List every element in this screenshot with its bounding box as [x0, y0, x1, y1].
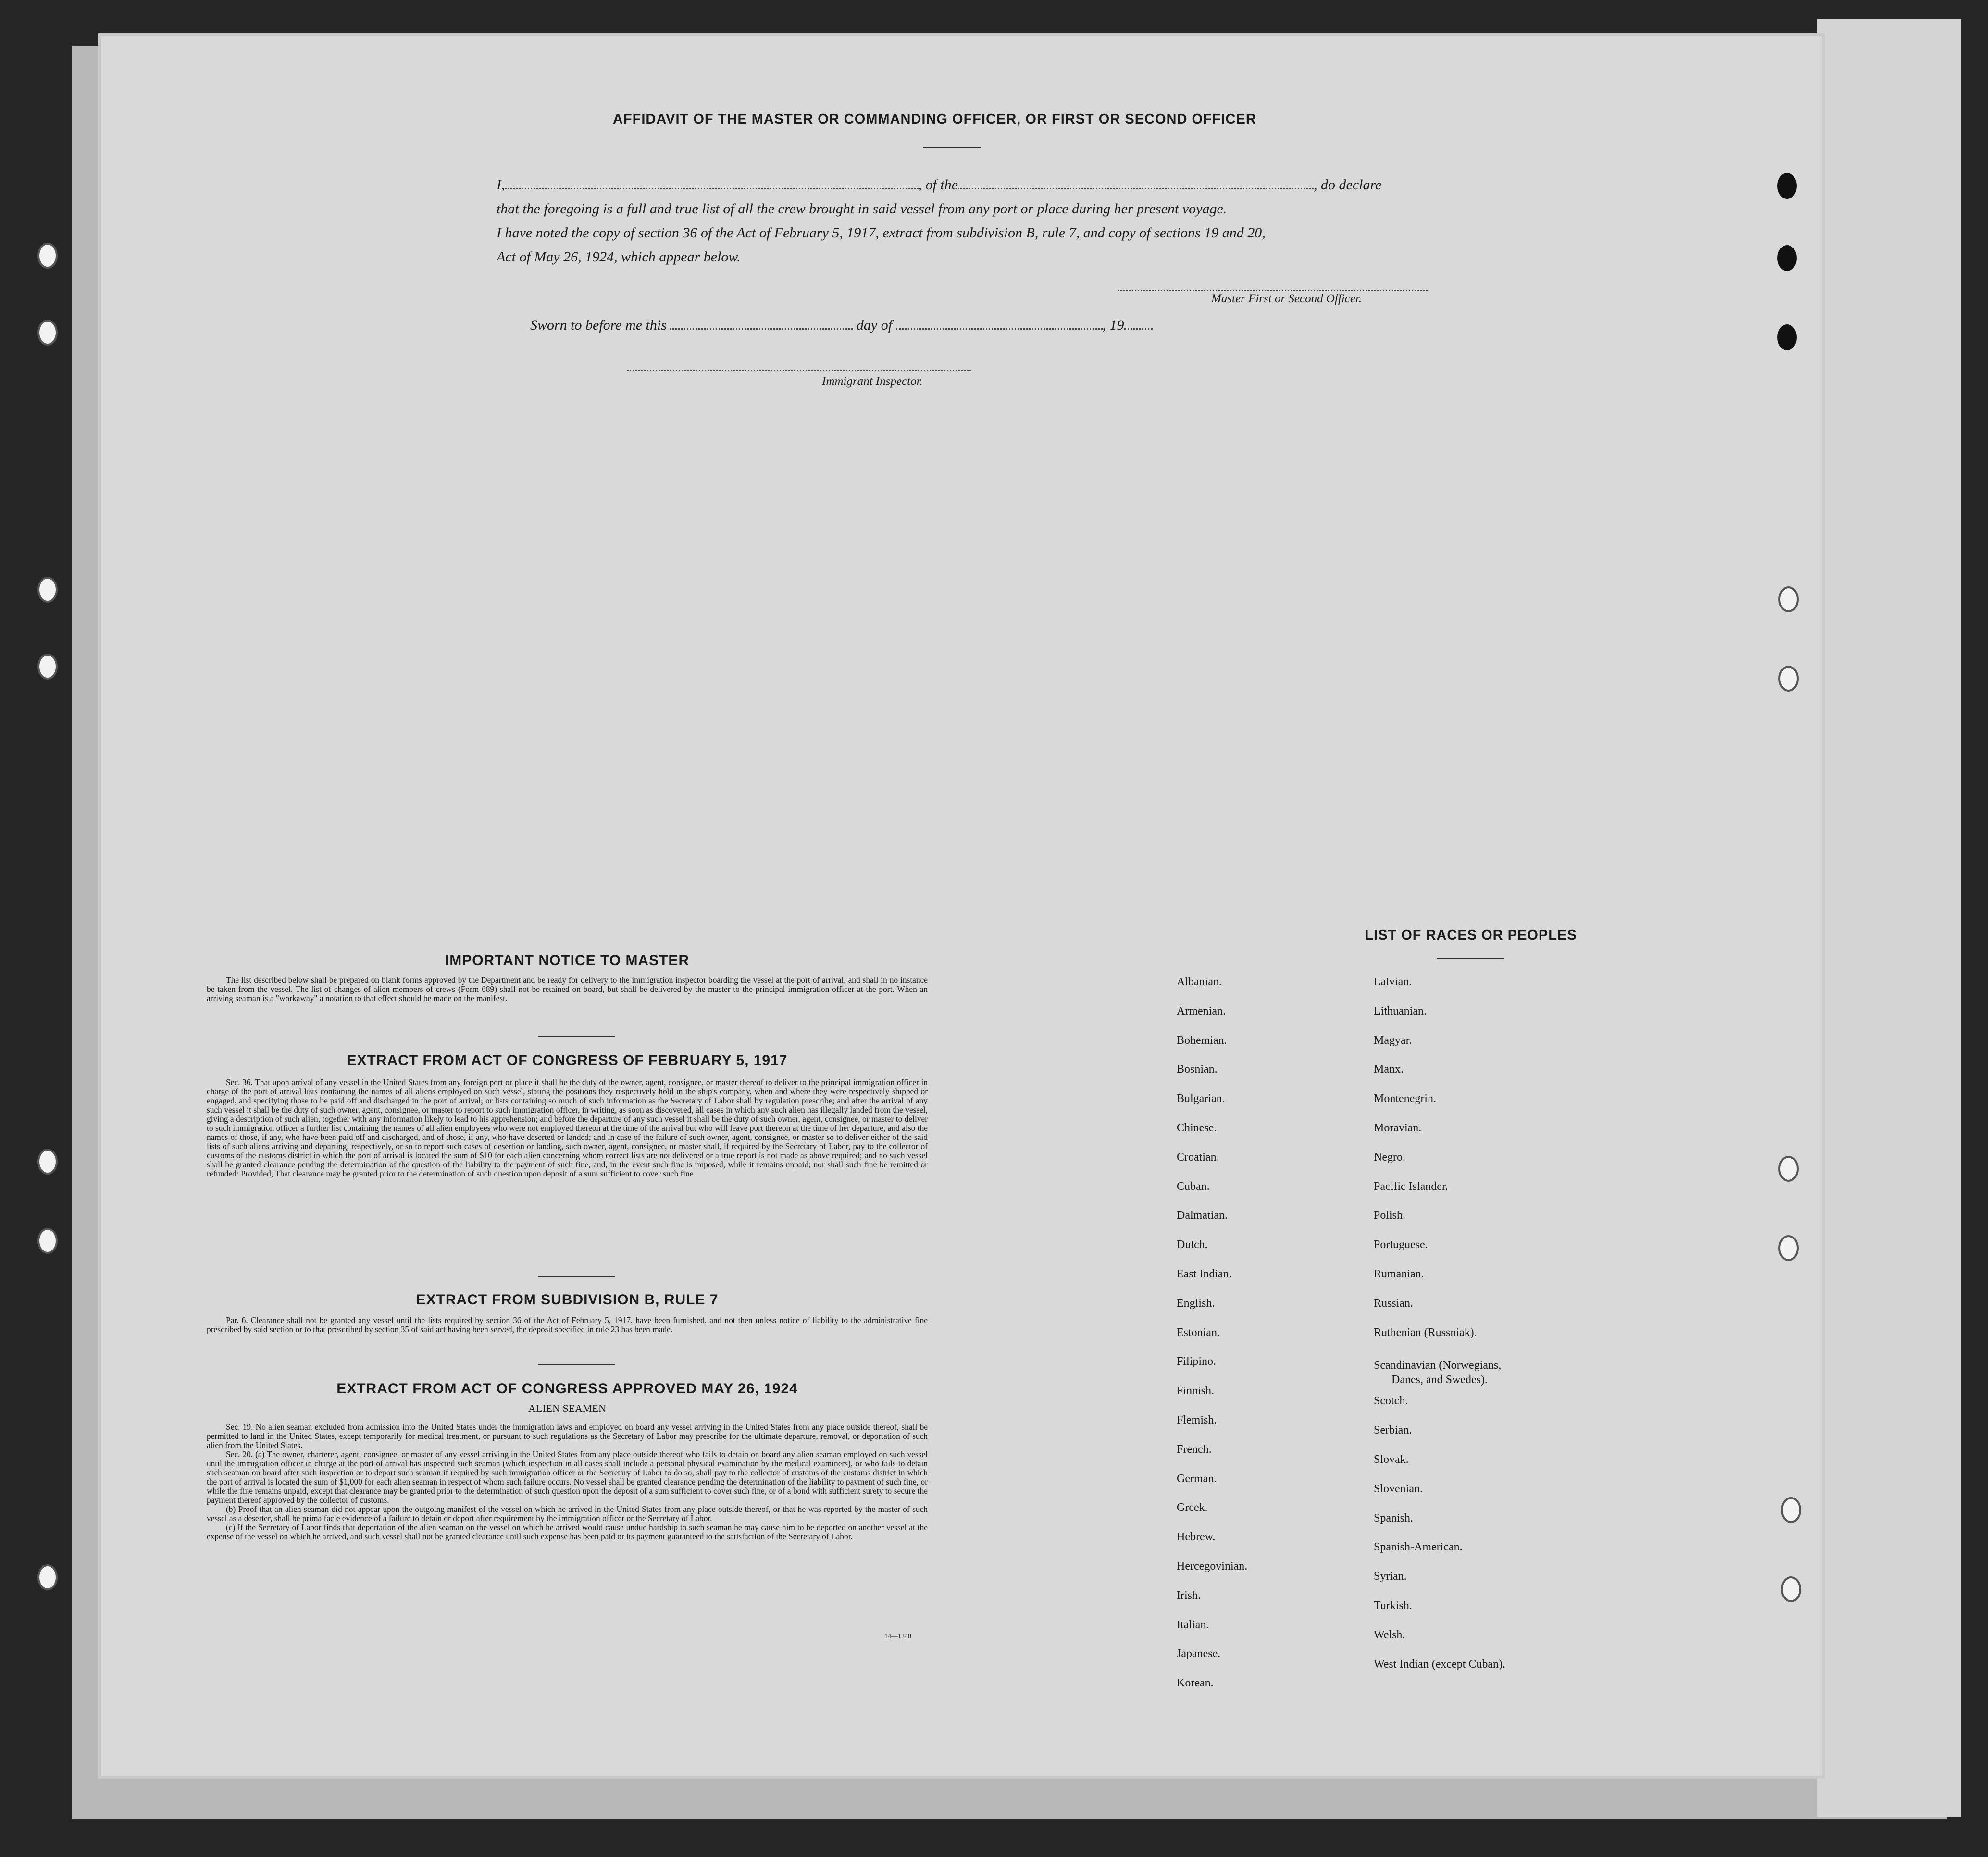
- section-19-paragraph: Sec. 19. No alien seaman excluded from admission into the United States under the immigration laws and employed on board any vessel arriving in the United States from any place outside thereof, shall be permitted to land in the United States, except temporarily for medical treatment, or pursuant to such regulations as the Secretary of Labor may prescribe for the ultimate departure, removal, or deportation of such alien from the United States.: [207, 1422, 928, 1450]
- divider: [538, 1364, 615, 1365]
- rule7-text: [207, 1316, 928, 1334]
- race-item-left: Chinese.: [1177, 1122, 1217, 1134]
- race-item-right: Portuguese.: [1374, 1238, 1428, 1251]
- declaration-line-3: I have noted the copy of section 36 of the Act of February 5, 1917, extract from subdivision B, rule 7, and copy of sections 19 and 20,: [497, 225, 1266, 241]
- race-item-left: Filipino.: [1177, 1355, 1217, 1368]
- race-item-left: Greek.: [1177, 1501, 1208, 1514]
- race-item-left: Bosnian.: [1177, 1063, 1218, 1076]
- race-item-left: Cuban.: [1177, 1180, 1210, 1193]
- race-item-left: Hebrew.: [1177, 1531, 1216, 1544]
- rule7-title: EXTRACT FROM SUBDIVISION B, RULE 7: [416, 1292, 719, 1308]
- binder-hole: [37, 1564, 58, 1590]
- section-20c-paragraph: (c) If the Secretary of Labor finds that deportation of the alien seaman on the vessel on which he arrived would cause undue hardship to such seaman he may cause him to be deported on another vessel at the expense of the vessel on which he arrived, and such vessel shall not be granted clearance until such expense has been paid or its payment guaranteed to the satisfaction of the Secretary of Labor.: [207, 1523, 928, 1541]
- notice-paragraph: The list described below shall be prepared on blank forms approved by the Department and be ready for delivery to the immigration inspector boarding the vessel at the port of arrival, and shall in no instance be taken from the vessel. The list of changes of alien members of crews (Form 689) shall not be retained on board, but shall be delivered by the master to the principal immigration officer at the port. When an arriving seaman is a "workaway" a notation to that effect should be made on the manifest.: [207, 975, 928, 1003]
- race-item-right: Slovenian.: [1374, 1482, 1423, 1495]
- declaration-do-declare: , do declare: [1314, 177, 1382, 193]
- race-item-right: Scotch.: [1374, 1395, 1408, 1408]
- master-signature-label: Master First or Second Officer.: [1211, 292, 1362, 305]
- race-item-right: Scandinavian (Norwegians,: [1374, 1359, 1502, 1372]
- underlying-sheet-edge: [1817, 19, 1961, 1817]
- race-item-left: East Indian.: [1177, 1268, 1232, 1280]
- race-item-left: Finnish.: [1177, 1385, 1215, 1398]
- race-item-right: Turkish.: [1374, 1599, 1412, 1612]
- binder-hole: [37, 243, 58, 269]
- race-item-left: Albanian.: [1177, 976, 1222, 988]
- declaration-of-the: , of the: [918, 177, 958, 193]
- race-item-left: Estonian.: [1177, 1326, 1220, 1339]
- race-item-right: Ruthenian (Russniak).: [1374, 1326, 1477, 1339]
- race-item-left: Japanese.: [1177, 1647, 1221, 1660]
- form-number: 14—1240: [884, 1633, 911, 1640]
- race-item-left: French.: [1177, 1443, 1212, 1456]
- race-item-left: Dalmatian.: [1177, 1209, 1228, 1222]
- race-item-left: Hercegovinian.: [1177, 1560, 1248, 1572]
- vessel-blank[interactable]: [958, 188, 1314, 189]
- alien-seamen-subtitle: ALIEN SEAMEN: [528, 1402, 606, 1414]
- race-item-left: Dutch.: [1177, 1238, 1208, 1251]
- race-item-right: Slovak.: [1374, 1453, 1409, 1466]
- binder-hole: [37, 1228, 58, 1254]
- race-item-right: Magyar.: [1374, 1034, 1412, 1047]
- rule7-paragraph: Par. 6. Clearance shall not be granted any vessel until the lists required by section 36 of the Act of February 5, 1917, have been furnished, and not then unless notice of liability to the administrative fine prescribed by said section or to that prescribed by section 35 of said act having been served, the deposit specified in rule 23 has been made.: [207, 1315, 928, 1334]
- section-20b-paragraph: (b) Proof that an alien seaman did not appear upon the outgoing manifest of the vessel on which he arrived in the United States from any place outside thereof, or that he was reported by the master of such vessel as a deserter, shall be prima facie evidence of a failure to detain or deport after requirement by the immigration officer or the Secretary of Labor.: [207, 1504, 928, 1523]
- race-item-right: Spanish.: [1374, 1511, 1414, 1524]
- race-item-right: Spanish-American.: [1374, 1541, 1463, 1554]
- extract-1917-title: EXTRACT FROM ACT OF CONGRESS OF FEBRUARY 5, 1917: [347, 1052, 788, 1068]
- race-item-right: Syrian.: [1374, 1570, 1407, 1583]
- race-item-right-continuation: Danes, and Swedes).: [1392, 1374, 1488, 1387]
- race-item-right: Serbian.: [1374, 1424, 1412, 1437]
- races-title: LIST OF RACES OR PEOPLES: [1365, 928, 1577, 943]
- race-item-left: Bohemian.: [1177, 1034, 1227, 1047]
- notice-text: [207, 976, 928, 1003]
- declaration-line-4: Act of May 26, 1924, which appear below.: [497, 249, 741, 265]
- section-20a-paragraph: Sec. 20. (a) The owner, charterer, agent, consignee, or master of any vessel arriving in the United States from any place outside thereof who fails to detain on board any alien seaman employed on such vessel until the immigration officer in charge at the port of arrival has inspected such seaman (which inspection in all cases shall include a personal physical examination by the medical examiners), or who fails to detain such seaman on board after such inspection or to deport such seaman if required by such immigration officer or the Secretary of Labor to do so, shall pay to the collector of customs of the customs district in which the port of arrival is located the sum of $1,000 for each alien seaman in respect of whom such failure occurs. No vessel shall be granted clearance pending the determination of the liability to payment of such fine, or while the fine remains unpaid, except that clearance may be granted prior to the determination of such question upon the deposit of a sum sufficient to cover such fine, or of a bond with sufficient surety to secure the payment thereof approved by the collector of customs.: [207, 1449, 928, 1505]
- sworn-day-blank[interactable]: [670, 328, 853, 330]
- declaration: [497, 173, 1443, 269]
- race-item-left: Italian.: [1177, 1618, 1209, 1631]
- race-item-left: Irish.: [1177, 1589, 1201, 1602]
- race-item-left: Bulgarian.: [1177, 1092, 1225, 1105]
- sworn-year: , 19: [1102, 317, 1124, 333]
- master-signature-line[interactable]: [1118, 290, 1428, 291]
- binder-hole: [1778, 586, 1799, 612]
- race-item-right: Latvian.: [1374, 976, 1412, 988]
- divider: [1437, 958, 1504, 959]
- binder-hole: [1778, 666, 1799, 692]
- race-item-right: Polish.: [1374, 1209, 1406, 1222]
- binder-hole: [1777, 324, 1797, 350]
- declaration-line-1: [497, 173, 1443, 197]
- inspector-signature-label: Immigrant Inspector.: [822, 375, 923, 388]
- divider: [538, 1276, 615, 1277]
- binder-hole: [1778, 1235, 1799, 1261]
- race-item-right: Russian.: [1374, 1297, 1414, 1310]
- sworn-month-blank[interactable]: [896, 328, 1103, 330]
- extract-1917-paragraph: Sec. 36. That upon arrival of any vessel in the United States from any foreign port or place it shall be the duty of the owner, agent, consignee, or master thereof to deliver to the principal immigration officer in charge of the port of arrival lists containing the names of all aliens employed on such vessel, stating the positions they respectively hold in the ship's company, when and where they were respectively shipped or engaged, and specifying those to be paid off and discharged in the port of arrival; or lists containing so much of such information as the Secretary of Labor shall by regulation prescribe; and after the arrival of any such vessel it shall be the duty of such owner, agent, consignee, or master to report to such immigration officer, in writing, as soon as discovered, all cases in which any such alien has illegally landed from the vessel, giving a description of such alien, together with any information likely to lead to his apprehension; and before the departure of any such vessel it shall be the duty of such owner, agent, consignee, or master to deliver to such immigration officer a further list containing the names of all alien employees who were not employed thereon at the time of the arrival but who will leave port thereon at the time of her departure, and also the names of those, if any, who have been paid off and discharged, and of those, if any, who have deserted or landed; and in case of the failure of such owner, agent, consignee, or master so to deliver either of the said lists of such aliens arriving and departing, respectively, or so to report such cases of desertion or landing, such owner, agent, consignee, or master shall, if required by the Secretary of Labor, pay to the collector of customs of the customs district in which the port of arrival is located the sum of $10 for each alien concerning whom correct lists are not delivered or a true report is not made as above required; and no such vessel shall be granted clearance pending the determination of the question of the liability to the payment of such fine, and, in the event such fine is imposed, while it remains unpaid; nor shall such fine be remitted or refunded: Provided, That clearance may be granted prior to the determination of such question upon deposit of a sum sufficient to cover such fine.: [207, 1077, 928, 1178]
- extract-1924-text: [207, 1423, 928, 1541]
- race-item-right: Pacific Islander.: [1374, 1180, 1448, 1193]
- declaration-i: I,: [497, 177, 505, 193]
- divider: [923, 147, 981, 148]
- binder-hole: [1781, 1576, 1801, 1602]
- extract-1917-text: [207, 1078, 928, 1178]
- race-item-right: Negro.: [1374, 1151, 1405, 1164]
- race-item-right: Rumanian.: [1374, 1268, 1424, 1280]
- race-item-right: Welsh.: [1374, 1628, 1405, 1641]
- sworn-text: Sworn to before me this: [530, 317, 667, 333]
- race-item-left: German.: [1177, 1472, 1217, 1485]
- declaration-line-2: that the foregoing is a full and true list of all the crew brought in said vessel from any port or place during her present voyage.: [497, 201, 1227, 217]
- race-item-right: Montenegrin.: [1374, 1092, 1436, 1105]
- race-item-left: Croatian.: [1177, 1151, 1219, 1164]
- extract-1924-title: EXTRACT FROM ACT OF CONGRESS APPROVED MAY 26, 1924: [336, 1381, 798, 1397]
- binder-hole: [37, 320, 58, 346]
- race-item-right: West Indian (except Cuban).: [1374, 1658, 1505, 1671]
- binder-hole: [37, 577, 58, 603]
- binder-hole: [1777, 173, 1797, 199]
- race-item-left: Flemish.: [1177, 1414, 1217, 1426]
- sworn-day-of: day of: [856, 317, 893, 333]
- binder-hole: [1781, 1497, 1801, 1523]
- inspector-signature-line[interactable]: [627, 370, 971, 371]
- race-item-left: Armenian.: [1177, 1004, 1226, 1017]
- race-item-right: Moravian.: [1374, 1122, 1422, 1134]
- sworn-line: [530, 317, 1153, 334]
- notice-title: IMPORTANT NOTICE TO MASTER: [445, 953, 690, 968]
- name-blank[interactable]: [505, 188, 919, 189]
- race-item-left: Korean.: [1177, 1677, 1214, 1690]
- binder-hole: [37, 654, 58, 680]
- sworn-year-blank[interactable]: [1124, 328, 1153, 330]
- divider: [538, 1036, 615, 1037]
- affidavit-title: AFFIDAVIT OF THE MASTER OR COMMANDING OFFICER, OR FIRST OR SECOND OFFICER: [613, 111, 1256, 127]
- race-item-left: English.: [1177, 1297, 1215, 1310]
- binder-hole: [1778, 1156, 1799, 1182]
- race-item-right: Lithuanian.: [1374, 1004, 1427, 1017]
- binder-hole: [1777, 245, 1797, 271]
- binder-hole: [37, 1149, 58, 1175]
- race-item-right: Manx.: [1374, 1063, 1404, 1076]
